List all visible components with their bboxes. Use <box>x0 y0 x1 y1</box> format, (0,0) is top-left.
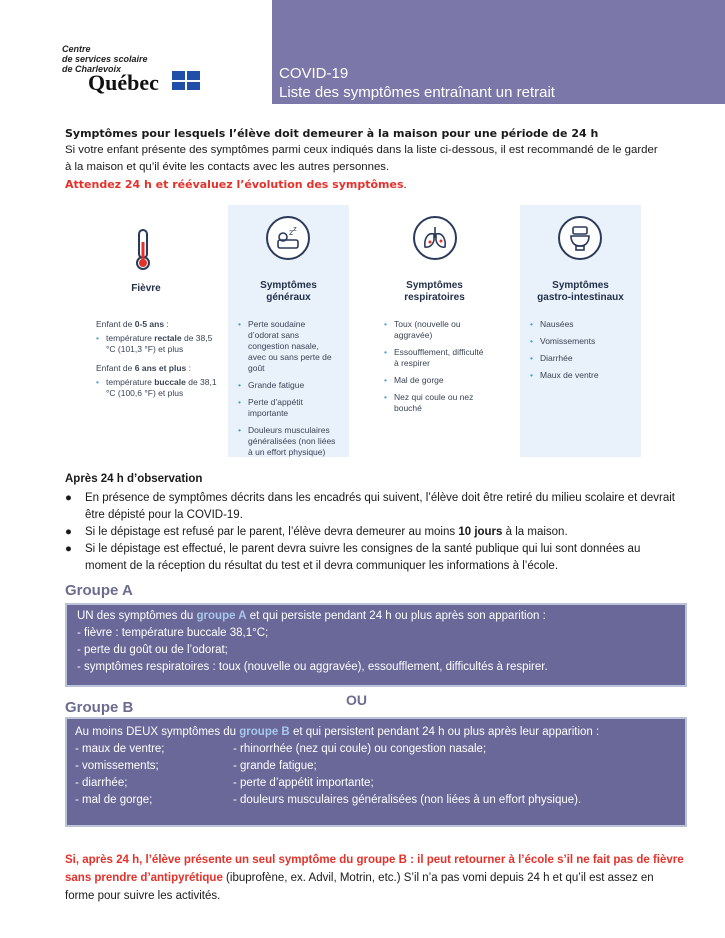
quebec-flag-icon <box>172 71 200 90</box>
thermometer-icon <box>126 228 160 277</box>
list-item: • Grande fatigue <box>238 380 338 391</box>
list-item: • Perte d’appétit importante <box>238 397 338 419</box>
final-note <box>65 851 685 905</box>
intro-alert: Attendez 24 h et réévaluez l’évolution des symptômes <box>65 178 404 191</box>
group-b-intro-b: et qui persistent pendant 24 h ou plus après leur apparition : <box>289 726 600 738</box>
group-a-intro-b: et qui persiste pendant 24 h ou plus après son apparition : <box>246 610 546 622</box>
temp2-c: de 38,1 °C (100,6 °F) et plus <box>106 377 217 398</box>
group-a-highlight: groupe A <box>196 610 247 622</box>
group-b-item: - rhinorrhée (nez qui coule) ou congestion nasale; <box>233 743 487 755</box>
group-b-item: - perte d’appétit importante; <box>233 777 374 789</box>
gastro-list <box>530 319 630 387</box>
group-a-line: - fièvre : température buccale 38,1°C; <box>77 627 269 639</box>
temp2-b: buccale <box>154 377 186 387</box>
fievre-temp1 <box>96 333 224 355</box>
after-b3: Si le dépistage est effectué, le parent devra suivre les consignes de la santé publique qui lui sont données au moment de la réception du résultat du test et il devra communiquer les informations à l’école. <box>85 543 641 572</box>
group-b-intro-a: Au moins DEUX symptômes du <box>75 726 240 738</box>
fievre-age2-bold: 6 ans et plus <box>134 363 187 373</box>
logo-line-2: de services scolaire <box>62 54 148 64</box>
group-b-highlight: groupe B <box>239 726 290 738</box>
list-item: • Essoufflement, difficulté à respirer <box>384 347 484 369</box>
title-line-1: COVID-19 <box>279 65 349 82</box>
list-item: ● Si le dépistage est effectué, le parent devra suivre les consignes de la santé publique qui lui sont données au moment de la réception du résultat du test et il devra communiquer les informations à l’école. <box>65 543 641 572</box>
list-item: • Toux (nouvelle ou aggravée) <box>384 319 484 341</box>
svg-text:z: z <box>289 228 294 237</box>
group-a-box <box>65 603 687 687</box>
generaux-title-1: Symptômes <box>260 280 317 291</box>
list-item: • Nez qui coule ou nez bouché <box>384 392 484 414</box>
list-item: • Vomissements <box>530 336 630 347</box>
after-b1: En présence de symptômes décrits dans les encadrés qui suivent, l’élève doit être retiré du milieu scolaire et devrait être dépisté pour la COVID-19. <box>85 492 675 521</box>
list-item: • Nausées <box>530 319 630 330</box>
group-b-item: - douleurs musculaires généralisées (non liées à un effort physique). <box>233 794 582 806</box>
fievre-age2: Enfant de <box>96 363 135 373</box>
gastro-title <box>520 280 641 304</box>
temp1-b: rectale <box>154 333 182 343</box>
list-item: • Perte soudaine d’odorat sans congestion nasale, avec ou sans perte de goût <box>238 319 338 374</box>
toilet-icon <box>558 216 602 260</box>
list-item: ● En présence de symptômes décrits dans les encadrés qui suivent, l’élève doit être retiré du milieu scolaire et devrait être dépisté pour la COVID-19. <box>65 492 675 521</box>
quebec-logo: Québec <box>88 70 159 95</box>
after-b2-c: à la maison. <box>502 526 568 538</box>
group-b-item: - grande fatigue; <box>233 760 317 772</box>
sleeping-person-icon <box>266 216 310 260</box>
group-b-item: - vomissements; <box>75 760 159 772</box>
group-a-intro-a: UN des symptômes du <box>77 610 197 622</box>
group-b-right-col <box>233 741 581 809</box>
lungs-icon <box>413 216 457 260</box>
group-b-left-col <box>75 741 233 809</box>
respiratoires-title-2: respiratoires <box>404 292 465 303</box>
title-line-2: Liste des symptômes entraînant un retrait <box>279 84 555 101</box>
group-b-item: - diarrhée; <box>75 777 128 789</box>
respiratoires-title-1: Symptômes <box>406 280 463 291</box>
generaux-title-2: généraux <box>266 292 311 303</box>
group-b-label: Groupe B <box>65 699 134 716</box>
list-item: • Mal de gorge <box>384 375 484 386</box>
after-b2-a: Si le dépistage est refusé par le parent, l’élève devra demeurer au moins <box>85 526 459 538</box>
fievre-temp2 <box>96 377 224 399</box>
group-a-label: Groupe A <box>65 582 133 599</box>
logo-line-3: de Charlevoix <box>62 64 122 74</box>
list-item: • Maux de ventre <box>530 370 630 381</box>
intro-text: Si votre enfant présente des symptômes parmi ceux indiqués dans la liste ci-dessous, il est recommandé de le garder à la maison et qu’il évite les contacts avec les autres personnes. <box>65 144 658 173</box>
group-a-line: - perte du goût ou de l’odorat; <box>77 644 228 656</box>
temp1-c: de 38,5 °C (101,3 °F) et plus <box>106 333 213 354</box>
group-b-item: - mal de gorge; <box>75 794 153 806</box>
after-title: Après 24 h d’observation <box>65 473 203 485</box>
gastro-title-1: Symptômes <box>552 280 609 291</box>
fievre-age2-end: : <box>186 363 191 373</box>
ou-separator: OU <box>346 692 367 708</box>
group-a-line: - symptômes respiratoires : toux (nouvelle ou aggravée), essoufflement, difficultés à respirer. <box>77 661 548 673</box>
svg-text:z: z <box>293 225 297 233</box>
after-b2-b: 10 jours <box>458 526 503 538</box>
list-item: • Diarrhée <box>530 353 630 364</box>
intro-title: Symptômes pour lesquels l’élève doit demeurer à la maison pour une période de 24 h <box>65 127 599 140</box>
fievre-age1-end: : <box>164 319 169 329</box>
document-title <box>279 64 555 102</box>
list-item: ● Si le dépistage est refusé par le parent, l’élève devra demeurer au moins 10 jours à la maison. <box>65 526 568 538</box>
final-note-rest: (ibuprofène, ex. Advil, Motrin, etc.) S’il n’a pas vomi depuis 24 h et qu’il est assez en forme pour suivre les activités. <box>65 872 654 902</box>
intro-alert-end: . <box>403 179 407 191</box>
fievre-age1: Enfant de <box>96 319 135 329</box>
final-note-red: Si, après 24 h, l’élève présente un seul symptôme du groupe B : il peut retourner à l’école s’il ne fait pas de fièvre sans prendre d’antipyrétique <box>65 854 684 884</box>
gastro-title-2: gastro-intestinaux <box>537 292 624 303</box>
temp1-a: température <box>106 333 155 343</box>
group-b-item: - maux de ventre; <box>75 743 165 755</box>
generaux-title <box>228 280 349 304</box>
fievre-age1-bold: 0-5 ans <box>134 319 165 329</box>
fievre-details <box>96 319 224 405</box>
respiratoires-title <box>374 280 495 304</box>
generaux-list <box>238 319 338 464</box>
logo-line-1: Centre <box>62 44 91 54</box>
fievre-title: Fièvre <box>131 283 161 294</box>
respiratoires-list <box>384 319 484 420</box>
intro-section <box>65 125 665 194</box>
group-b-box <box>65 717 687 827</box>
after-list <box>65 490 677 575</box>
temp2-a: température <box>106 377 155 387</box>
list-item: • Douleurs musculaires généralisées (non liées à un effort physique) <box>238 425 338 458</box>
